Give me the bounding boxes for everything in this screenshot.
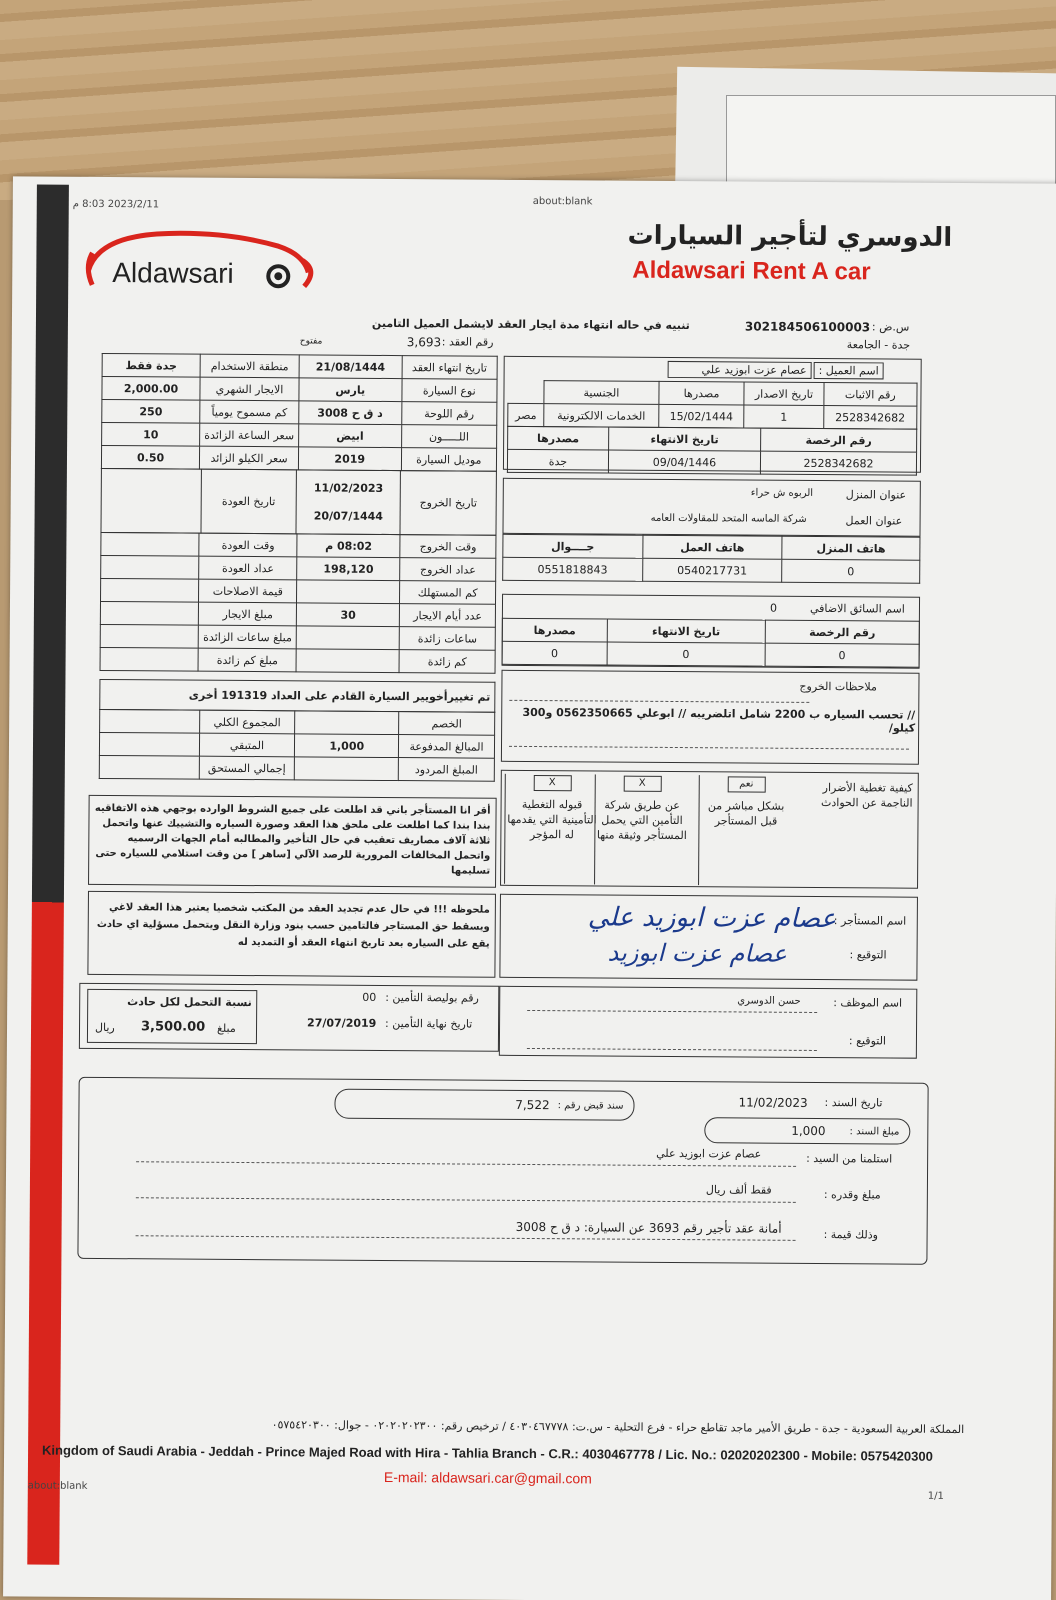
- deductible-label: نسبة التحمل لكل حادث: [127, 995, 252, 1010]
- company-logo: [78, 223, 318, 295]
- contract-row: [101, 445, 496, 471]
- extra-driver-header: مصدرها: [502, 618, 607, 642]
- policy-label: رقم بوليصة التأمين :: [385, 990, 479, 1005]
- phones-table: [502, 534, 920, 584]
- phone-value: 0551818843: [503, 557, 643, 581]
- receipt-no: 7,522: [515, 1097, 550, 1113]
- receipt-date-label: تاريخ السند :: [824, 1096, 883, 1110]
- footer-address-en: Kingdom of Saudi Arabia - Jeddah - Prince Majed Road with Hira - Tahlia Branch - C.R.: 4030467778 / Lic. No.: 02020202300 - Mobile: 0575420300: [42, 1442, 933, 1464]
- contract-label: مبلغ الايجار: [199, 602, 297, 626]
- extra-driver-header-row: [502, 618, 919, 644]
- phone-value: 0: [782, 559, 920, 583]
- contract-value: جدة فقط: [102, 353, 200, 377]
- footer-email: E-mail: aldawsari.car@gmail.com: [383, 1468, 592, 1487]
- contract-value: [296, 649, 399, 673]
- contract-value: 10: [102, 422, 200, 446]
- coverage-option-text: بشكل مباشر من قبل المستأجر: [707, 799, 785, 828]
- contract-label: الخصم: [399, 712, 495, 736]
- receipt-from-label: استلمنا من السيد :: [806, 1151, 893, 1166]
- receipt-amount: 1,000: [791, 1123, 826, 1139]
- contract-value: 30: [296, 603, 399, 627]
- receipt-words-label: مبلغ وقدره :: [823, 1188, 881, 1202]
- contract-row: [99, 755, 494, 781]
- coverage-option: [594, 774, 689, 885]
- license-header: رقم الرخصة: [761, 428, 917, 452]
- extra-driver-header: رقم الرخصة: [765, 620, 919, 644]
- contract-label: عداد الخروج: [400, 558, 496, 582]
- contract-value: ابيض: [299, 424, 402, 448]
- contract-label: سعر الساعة الزائدة: [200, 423, 299, 447]
- renewal-note: ملحوظه !!! في حال عدم تجديد العقد من المكتب شخصيا يعتبر هذا العقد لاغي ويسقط حق المستاجر فالتامين حسب بنود وزارة النقل ويتحمل مسؤلية اي حادث يقع على السياره بعد تاريخ انتهاء العقد أو التمديد له: [96, 902, 490, 950]
- contract-row: [101, 555, 496, 581]
- notice-text: تنبيه في حاله انتهاء مدة ايجار العقد لايشمل العميل التامين: [371, 316, 690, 333]
- exit-date-hijri: 20/07/1444: [313, 508, 384, 523]
- work-addr-label: عنوان العمل: [845, 514, 903, 528]
- contract-table-2: [100, 532, 497, 674]
- id-header: تاريخ الاصدار: [744, 382, 824, 406]
- renter-signature: عصام عزت ابوزيد علي: [587, 902, 837, 935]
- branch: جدة - الجامعة: [846, 338, 911, 352]
- contract-label: اللـــــون: [401, 425, 497, 449]
- contract-row: [102, 399, 497, 425]
- contract-label: المجموع الكلي: [199, 710, 295, 734]
- insurance-end-label: تاريخ نهاية التأمين :: [385, 1016, 473, 1031]
- contract-label: عدد أيام الايجار: [400, 604, 496, 628]
- print-url: about:blank: [532, 195, 593, 208]
- footer-address-ar: المملكة العربية السعودية - جدة - طريق الأمير ماجد تقاطع حراء - فرع التحلية - س.ت: ٤٠٣٠٤٦٧٧٧٨ / ترخيص رقم: ٠٢٠٢٠٢٠٢٣٠٠ - جوال: ٠٥٧٥٤٢٠٣٠٠: [271, 1418, 965, 1437]
- contract-row: [102, 353, 497, 379]
- contract-label: تاريخ انتهاء العقد: [402, 356, 498, 380]
- exit-date: [296, 470, 400, 535]
- coverage-option-text: عن طريق شركة التأمين التي يحمل المستأجر وثيقة منها: [596, 798, 687, 843]
- coverage-checkbox[interactable]: X: [623, 776, 661, 792]
- receipt-for: أمانة عقد تأجير رقم 3693 عن السيارة: د ق ح 3008: [515, 1219, 782, 1236]
- contract-label: موديل السيارة: [401, 448, 497, 472]
- contract-label: المبلغ المردود: [398, 758, 494, 782]
- id-value: 15/02/1444: [659, 404, 745, 428]
- id-header: رقم الاثبات: [824, 383, 917, 407]
- coverage-option-text: قبوله التغطية التأمينية التي يقدمها له المؤجر: [507, 797, 597, 842]
- license-value: 2528342682: [760, 451, 916, 475]
- contract-no-label: رقم العقد :: [441, 335, 494, 349]
- contract-label: كم زائدة: [399, 650, 495, 674]
- contract-row: [100, 647, 495, 673]
- contract-label: الايجار الشهري: [200, 377, 299, 401]
- extra-driver-label: اسم السائق الاضافي: [809, 601, 905, 616]
- phone-header-row: [503, 534, 920, 560]
- return-date-value: [101, 468, 201, 533]
- contract-value: [101, 532, 200, 556]
- id-value: الخدمات الالكترونية: [544, 404, 659, 428]
- contract-label: مبلغ ساعات الزائدة: [199, 625, 297, 649]
- coverage-checkbox[interactable]: X: [533, 775, 571, 791]
- employee-sign-label: التوقيع :: [848, 1034, 887, 1048]
- license-table: [507, 426, 917, 476]
- customer-name: عصام عزت ابوزيد علي: [668, 361, 812, 379]
- id-header: الجنسية: [544, 381, 659, 405]
- contract-label: منطقة الاستخدام: [200, 354, 299, 378]
- extra-driver-value: 0: [502, 641, 607, 665]
- receipt-words: فقط ألف ريال: [705, 1183, 772, 1197]
- contract-value: يارس: [299, 378, 402, 402]
- extra-driver-value: 0: [765, 643, 919, 667]
- phone-value: 0540217731: [642, 558, 782, 582]
- contract-value: 08:02 م: [297, 534, 400, 558]
- contract-table: [101, 353, 498, 472]
- license-value: جدة: [507, 449, 608, 473]
- contract-row: [100, 709, 495, 735]
- insurance-end: 27/07/2019: [307, 1016, 377, 1030]
- contract-value: 250: [102, 399, 200, 423]
- company-name-en: Aldawsari Rent A car: [632, 256, 871, 286]
- phone-header: جــــوال: [503, 534, 643, 558]
- logo-text: Aldawsari: [112, 257, 234, 289]
- contract-value: [101, 555, 200, 579]
- contract-value: د ق ح 3008: [299, 401, 402, 425]
- renter-sign-signature: عصام عزت ابوزيد: [607, 938, 788, 968]
- return-date-label: تاريخ العودة: [200, 469, 296, 534]
- contract-label: سعر الكيلو الزائد: [200, 446, 299, 470]
- renter-sign-label: التوقيع :: [849, 948, 887, 962]
- contract-value: [295, 757, 399, 781]
- dates-table: [100, 468, 496, 536]
- home-addr: الربوه ش حراء: [750, 487, 814, 499]
- contract-value: [295, 711, 399, 735]
- id-value: 1: [744, 405, 824, 429]
- id-value: 2528342682: [823, 406, 916, 430]
- contract-label: مبلغ كم زائدة: [198, 648, 296, 672]
- receipt-no-oval: [334, 1089, 634, 1121]
- brand-sidebar-stripe: [27, 185, 69, 1565]
- contract-row: [101, 578, 496, 604]
- contract-row: [102, 422, 497, 448]
- contract-label: قيمة الاصلاحات: [199, 579, 297, 603]
- contract-value: 0.50: [101, 445, 199, 469]
- address-box: [502, 478, 920, 537]
- customer-name-label: اسم العميل :: [814, 362, 884, 379]
- page-number: 1/1: [927, 1490, 944, 1502]
- coverage-checkbox[interactable]: نعم: [727, 776, 765, 792]
- phone-header: هاتف المنزل: [782, 536, 920, 560]
- work-addr: شركة الماسه المتحد للمقاولات العامه: [650, 512, 807, 525]
- extra-driver-value: 0: [607, 642, 765, 666]
- id-header-row: [508, 380, 917, 406]
- deductible-amount-label: مبلغ: [216, 1021, 236, 1035]
- contract-value: [297, 580, 400, 604]
- note-row: تم تغييرأخويير السيارة القادم على العداد 191319 أخرى: [100, 679, 495, 712]
- contract-value: 21/08/1444: [299, 355, 402, 379]
- id-table: [507, 380, 917, 430]
- contract-label: كم المستهلك: [400, 581, 496, 605]
- exit-notes-text: // تحسب السياره ب 2200 شامل اتلضريبه // ابوعلي 0562350665 و300 كيلو/: [522, 705, 916, 735]
- contract-row: [102, 376, 497, 402]
- note-row-table: [99, 679, 495, 713]
- contract-row: [100, 624, 495, 650]
- id-value: مصر: [508, 403, 544, 426]
- contract-label: وقت العودة: [199, 533, 297, 557]
- print-timestamp: 2023/2/11 8:03 م: [72, 198, 160, 211]
- receipt-no-label: سند قبض رقم :: [557, 1099, 624, 1112]
- receipt-amount-oval: [704, 1117, 910, 1144]
- cr-label: س.ض :: [871, 320, 910, 334]
- home-addr-label: عنوان المنزل: [845, 488, 907, 502]
- exit-notes-label: ملاحظات الخروج: [799, 679, 877, 694]
- contract-label: نوع السيارة: [402, 379, 498, 403]
- contract-value: [101, 578, 200, 602]
- contract-value: [100, 624, 199, 648]
- coverage-option: [504, 774, 599, 885]
- cr-value: 302184506100003: [744, 319, 871, 335]
- coverage-label: كيفية تغطية الأضرار الناجمة عن الحوادث: [820, 781, 913, 810]
- contract-row: [100, 601, 495, 627]
- contract-no: 3,693: [406, 335, 442, 350]
- contract-label: كم مسموح يومياً: [200, 400, 299, 424]
- license-header-row: [508, 426, 917, 452]
- extra-driver-value: 0: [769, 601, 778, 615]
- contract-value: [100, 601, 199, 625]
- id-header: مصدرها: [659, 381, 745, 405]
- contract-value: [99, 732, 199, 756]
- contract-value: [99, 755, 199, 779]
- license-value-row: [507, 449, 916, 475]
- contract-label: المتبقي: [199, 733, 295, 757]
- coverage-option: [698, 775, 793, 886]
- policy-value: 00: [362, 990, 377, 1004]
- renter-label: اسم المستأجر :: [833, 914, 907, 928]
- receipt-date: 11/02/2023: [738, 1095, 808, 1110]
- employee-label: اسم الموظف :: [833, 996, 903, 1010]
- employee-name: حسن الدوسري: [737, 995, 801, 1007]
- acknowledgement-text: أقر انا المستأجر باني قد اطلعت على جميع الشروط الوارده بوجهي هذه الاتفاقيه بندا بندا كما اطلعت على ملحق هذا العقد وصورة السياره والتشييك عنها واتحمل ثلاثة آلاف مصاريف تعقيب في حال التأخير والمطالبه أمام الجهات الرسميه واتحمل المخالفات المرورية للرصد الآلي [ساهر ] من وقت استلامي للسياره حتى تسليمها: [94, 802, 491, 877]
- license-header: مصدرها: [508, 426, 609, 450]
- deductible-currency: ريال: [94, 1020, 115, 1035]
- exit-date-gregorian: 11/02/2023: [313, 480, 384, 495]
- contract-value: 2019: [298, 447, 401, 471]
- company-name-ar: الدوسري لتأجير السيارات: [627, 220, 953, 253]
- contract-status: مفتوح: [299, 336, 323, 347]
- phone-header: هاتف العمل: [642, 535, 782, 559]
- contract-value: 2,000.00: [102, 376, 200, 400]
- contract-label: إجمالي المستحق: [199, 756, 295, 780]
- print-url-bottom: about:blank: [27, 1480, 88, 1492]
- contract-row: [101, 532, 496, 558]
- contract-value: 1,000: [295, 734, 399, 758]
- extra-driver-value-row: [502, 641, 919, 667]
- contract-value: [100, 709, 200, 733]
- contract-label: ساعات زائدة: [400, 627, 496, 651]
- contract-value: 198,120: [297, 557, 400, 581]
- license-value: 09/04/1446: [608, 450, 760, 474]
- receipt-for-label: وذلك قيمة :: [823, 1228, 879, 1242]
- exit-date-label: تاريخ الخروج: [400, 471, 496, 536]
- receipt-from: عصام عزت ابوزيد علي: [656, 1146, 762, 1161]
- contract-value: [296, 626, 399, 650]
- contract-row: [99, 732, 494, 758]
- contract-label: عداد العودة: [199, 556, 297, 580]
- receipt-amount-label: مبلغ السند :: [849, 1125, 900, 1138]
- deductible-amount: 3,500.00: [140, 1019, 206, 1035]
- phone-value-row: [503, 557, 920, 583]
- contract-label: وقت الخروج: [400, 535, 496, 559]
- contract-label: المبالغ المدفوعة: [398, 735, 494, 759]
- contract-value: [100, 647, 199, 671]
- contract-table-3: [99, 709, 495, 782]
- contract-sheet: [3, 176, 1056, 1600]
- extra-driver-table: [502, 618, 920, 668]
- extra-driver-header: تاريخ الانتهاء: [607, 619, 765, 643]
- license-header: تاريخ الانتهاء: [608, 427, 760, 451]
- contract-label: رقم اللوحة: [401, 402, 497, 426]
